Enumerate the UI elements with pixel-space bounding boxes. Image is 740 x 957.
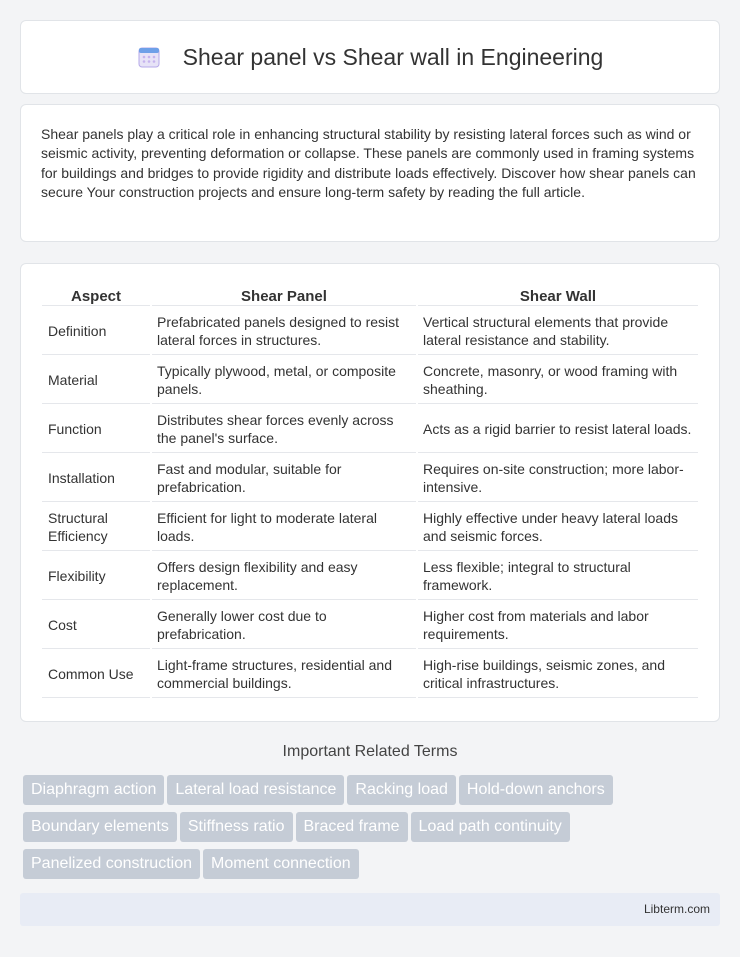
related-term-tag[interactable]: Panelized construction	[23, 849, 200, 879]
cell-aspect: Structural Efficiency	[42, 504, 150, 551]
cell-aspect: Definition	[42, 308, 150, 355]
cell-aspect: Common Use	[42, 651, 150, 698]
cell-shear-wall: Higher cost from materials and labor requirements.	[418, 602, 698, 649]
table-row	[42, 553, 698, 600]
table-row	[42, 406, 698, 453]
cell-aspect: Material	[42, 357, 150, 404]
page-header	[20, 20, 720, 94]
table-row	[42, 602, 698, 649]
related-terms-title: Important Related Terms	[282, 743, 458, 760]
calendar-icon	[137, 45, 161, 69]
table-row	[42, 651, 698, 698]
footer-site-link[interactable]: Libterm.com	[643, 902, 710, 916]
table-header-row	[42, 284, 698, 306]
cell-shear-panel: Light-frame structures, residential and commercial buildings.	[152, 651, 416, 698]
table-row	[42, 504, 698, 551]
comparison-table	[40, 282, 700, 700]
page-title: Shear panel vs Shear wall in Engineering	[182, 43, 604, 70]
related-term-tag[interactable]: Hold-down anchors	[459, 775, 613, 805]
cell-aspect: Cost	[42, 602, 150, 649]
related-term-tag[interactable]: Diaphragm action	[23, 775, 164, 805]
table-row	[42, 455, 698, 502]
cell-shear-wall: Vertical structural elements that provide lateral resistance and stability.	[418, 308, 698, 355]
cell-shear-panel: Prefabricated panels designed to resist lateral forces in structures.	[152, 308, 416, 355]
cell-shear-panel: Efficient for light to moderate lateral loads.	[152, 504, 416, 551]
related-term-tag[interactable]: Boundary elements	[23, 812, 177, 842]
footer	[20, 893, 720, 926]
cell-shear-wall: High-rise buildings, seismic zones, and critical infrastructures.	[418, 651, 698, 698]
table-row	[42, 308, 698, 355]
cell-aspect: Installation	[42, 455, 150, 502]
cell-shear-wall: Concrete, masonry, or wood framing with sheathing.	[418, 357, 698, 404]
cell-shear-wall: Highly effective under heavy lateral loads and seismic forces.	[418, 504, 698, 551]
related-terms-list	[23, 775, 723, 886]
header-shear-panel: Shear Panel	[152, 284, 416, 306]
related-term-tag[interactable]: Moment connection	[203, 849, 359, 879]
cell-aspect: Function	[42, 406, 150, 453]
cell-shear-wall: Less flexible; integral to structural framework.	[418, 553, 698, 600]
cell-shear-panel: Distributes shear forces evenly across the panel's surface.	[152, 406, 416, 453]
related-term-tag[interactable]: Stiffness ratio	[180, 812, 293, 842]
cell-shear-panel: Fast and modular, suitable for prefabrication.	[152, 455, 416, 502]
table-row	[42, 357, 698, 404]
cell-shear-wall: Requires on-site construction; more labor-intensive.	[418, 455, 698, 502]
related-term-tag[interactable]: Lateral load resistance	[167, 775, 344, 805]
related-term-tag[interactable]: Load path continuity	[411, 812, 570, 842]
header-aspect: Aspect	[42, 284, 150, 306]
related-term-tag[interactable]: Braced frame	[296, 812, 408, 842]
cell-shear-panel: Typically plywood, metal, or composite panels.	[152, 357, 416, 404]
comparison-card	[20, 263, 720, 722]
intro-text: Shear panels play a critical role in enhancing structural stability by resisting lateral forces such as wind or seismic activity, preventing deformation or collapse. These panels are commonly used in framing systems for buildings and bridges to provide rigidity and distribute loads effectively. Discover how shear panels can secure Your construction projects and ensure long-term safety by reading the full article.	[41, 126, 696, 201]
cell-shear-panel: Generally lower cost due to prefabrication.	[152, 602, 416, 649]
header-shear-wall: Shear Wall	[418, 284, 698, 306]
related-term-tag[interactable]: Racking load	[347, 775, 456, 805]
cell-shear-wall: Acts as a rigid barrier to resist lateral loads.	[418, 406, 698, 453]
cell-shear-panel: Offers design flexibility and easy replacement.	[152, 553, 416, 600]
intro-card	[20, 104, 720, 242]
cell-aspect: Flexibility	[42, 553, 150, 600]
